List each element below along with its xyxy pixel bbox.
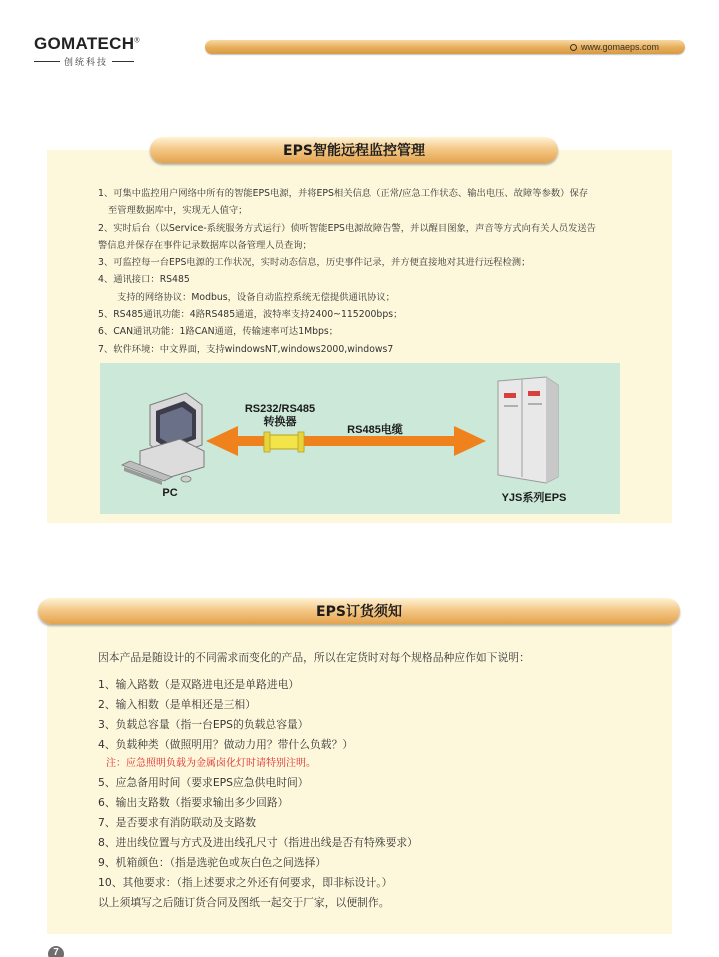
list-item: 2、实时后台（以Service-系统服务方式运行）侦听智能EPS电源故障告警，并以醒目图象，声音等方式向有关人员发送告 bbox=[98, 222, 596, 234]
list-item: 支持的网络协议：Modbus，设备自动监控系统无偿提供通讯协议； bbox=[117, 291, 395, 303]
ordering-intro: 因本产品是随设计的不同需求而变化的产品，所以在定货时对每个规格品种应作如下说明： bbox=[98, 651, 530, 664]
list-item: 4、通讯接口：RS485 bbox=[98, 274, 190, 286]
list-item: 8、进出线位置与方式及进出线孔尺寸（指进出线是否有特殊要求） bbox=[98, 836, 418, 849]
pc-computer-icon bbox=[122, 393, 204, 485]
list-item: 10、其他要求：（指上述要求之外还有何要求，即非标设计。） bbox=[98, 876, 393, 889]
list-item: 7、软件环境：中文界面，支持windowsNT,windows2000,windows7 bbox=[98, 343, 394, 355]
pc-label: PC bbox=[162, 487, 178, 499]
list-item: 警信息并保存在事件记录数据库以备管理人员查询； bbox=[98, 239, 312, 251]
list-item: 6、CAN通讯功能：1路CAN通道，传输速率可达1Mbps； bbox=[98, 326, 339, 338]
globe-icon bbox=[570, 44, 577, 51]
page-number: 7 bbox=[48, 946, 64, 957]
ordering-notice-list bbox=[98, 650, 658, 913]
list-item: 5、应急备用时间（要求EPS应急供电时间） bbox=[98, 776, 309, 789]
eps-cabinet-icon bbox=[498, 377, 558, 483]
company-logo bbox=[34, 34, 154, 68]
warning-note: 注：应急照明负载为金属卤化灯时请特别注明。 bbox=[106, 758, 316, 769]
list-item: 6、输出支路数（指要求输出多少回路） bbox=[98, 796, 289, 809]
list-item: 3、可监控每一台EPS电源的工作状况，实时动态信息，历史事件记录，并方便直接地对其进行远程检测； bbox=[98, 257, 531, 269]
cable-label: RS485电缆 bbox=[347, 424, 403, 436]
list-item: 1、输入路数（是双路进电还是单路进电） bbox=[98, 678, 300, 691]
connection-diagram bbox=[100, 363, 620, 514]
header-bar bbox=[205, 40, 685, 54]
list-item: 2、输入相数（是单相还是三相） bbox=[98, 698, 257, 711]
ordering-outro: 以上须填写之后随订货合同及图纸一起交于厂家，以便制作。 bbox=[98, 896, 390, 909]
list-item: 4、负载种类（做照明用？做动力用？带什么负载？） bbox=[98, 738, 354, 751]
logo-subtitle: 创统科技 bbox=[34, 55, 154, 68]
list-item: 3、负载总容量（指一台EPS的负载总容量） bbox=[98, 718, 309, 731]
converter-label: RS232/RS485 转换器 bbox=[244, 403, 316, 428]
list-item: 1、可集中监控用户网络中所有的智能EPS电源，并将EPS相关信息（正常/应急工作状态、输出电压、故障等参数）保存 bbox=[98, 188, 589, 199]
converter-icon bbox=[264, 432, 304, 452]
eps-label: YJS系列EPS bbox=[501, 492, 567, 504]
monitoring-feature-list bbox=[98, 185, 638, 358]
list-item: 至管理数据库中，实现无人值守； bbox=[108, 205, 248, 217]
section-title-ordering: EPS订货须知 bbox=[38, 598, 680, 624]
list-item: 5、RS485通讯功能：4路RS485通道，波特率支持2400~115200bps； bbox=[98, 309, 403, 321]
logo-wordmark: GOMATECH® bbox=[34, 34, 140, 53]
website-url[interactable]: www.gomaeps.com bbox=[580, 42, 659, 52]
list-item: 9、机箱颜色：（指是选驼色或灰白色之间选择） bbox=[98, 856, 327, 869]
list-item: 7、是否要求有消防联动及支路数 bbox=[98, 816, 257, 829]
section-title-monitoring: EPS智能远程监控管理 bbox=[150, 137, 558, 163]
